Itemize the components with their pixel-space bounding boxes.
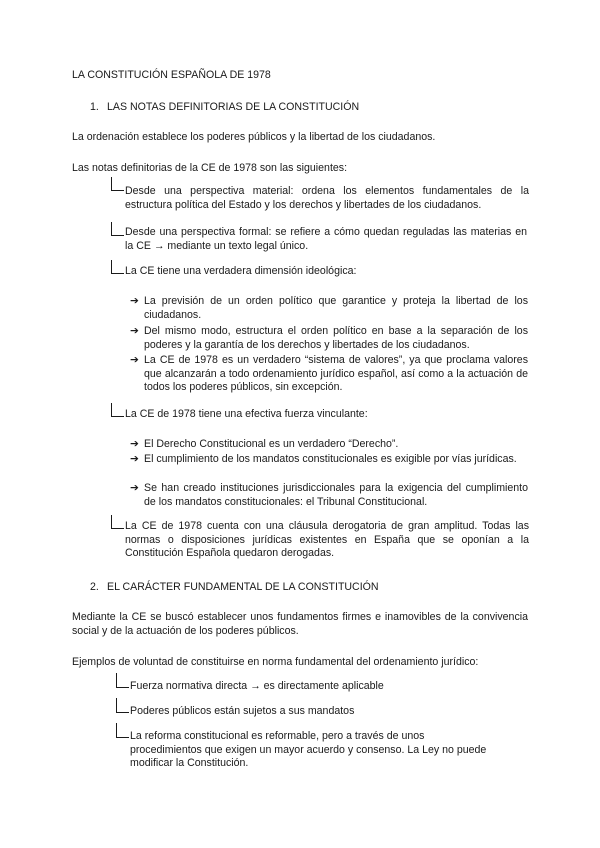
example-bracket — [116, 673, 129, 688]
example-bracket — [116, 698, 129, 713]
section-1-lead: Las notas definitorias de la CE de 1978 son las siguientes: — [72, 162, 348, 174]
note-binding-force: La CE de 1978 tiene una efectiva fuerza vinculante: — [125, 408, 368, 420]
binding-point: ➔ El Derecho Constitucional es un verdadero “Derecho”. — [130, 438, 399, 450]
example-reform: La reforma constitucional es reformable, pero a través de unos procedimientos que exigen un mayor acuerdo y consenso. La Ley no puede modificar la Constitución. — [130, 730, 487, 770]
section-1-number: 1. — [90, 101, 99, 113]
ideological-point: ➔ La previsión de un orden político que garantice y proteja la libertad de los ciudadanos. — [130, 295, 528, 321]
example-bracket — [116, 723, 129, 738]
note-bracket — [111, 260, 124, 274]
note-bracket — [111, 403, 124, 417]
arrow-icon: ➔ — [130, 354, 139, 366]
note-material: Desde una perspectiva material: ordena los elementos fundamentales de la estructura política del Estado y los derechos y libertades de los ciudadanos. — [125, 185, 529, 211]
arrow-icon: ➔ — [130, 325, 139, 337]
section-2-number: 2. — [90, 581, 99, 593]
binding-point: ➔ Se han creado instituciones jurisdiccionales para la exigencia del cumplimiento de los mandatos constitucionales: el Tribunal Constitucional. — [130, 482, 528, 508]
arrow-icon: ➔ — [130, 438, 139, 450]
section-1-intro: La ordenación establece los poderes públicos y la libertad de los ciudadanos. — [72, 131, 436, 143]
ideological-point: ➔ La CE de 1978 es un verdadero “sistema de valores”, ya que proclama valores que alcanzarán a todo ordenamiento jurídico español, así como a la actuación de todos los poderes públicos, sin excepción. — [130, 354, 528, 394]
example-direct-force: Fuerza normativa directa → es directamente aplicable — [130, 680, 384, 692]
section-1-heading: LAS NOTAS DEFINITORIAS DE LA CONSTITUCIÓN — [107, 101, 360, 113]
note-ideological: La CE tiene una verdadera dimensión ideológica: — [125, 265, 357, 277]
note-bracket — [111, 177, 124, 191]
example-public-powers: Poderes públicos están sujetos a sus mandatos — [130, 705, 355, 717]
note-derogatory-clause: La CE de 1978 cuenta con una cláusula derogatoria de gran amplitud. Todas las normas o disposiciones jurídicas existentes en España que se oponían a la Constitución Española quedaron derogadas. — [125, 520, 529, 560]
section-2-lead: Ejemplos de voluntad de constituirse en norma fundamental del ordenamiento jurídico: — [72, 656, 479, 668]
binding-point: ➔ El cumplimiento de los mandatos constitucionales es exigible por vías jurídicas. — [130, 453, 517, 465]
section-2-intro: Mediante la CE se buscó establecer unos fundamentos firmes e inamovibles de la convivencia social y de la actuación de los poderes públicos. — [72, 611, 528, 637]
arrow-icon: ➔ — [130, 295, 139, 307]
section-2-heading: EL CARÁCTER FUNDAMENTAL DE LA CONSTITUCIÓN — [107, 581, 379, 593]
note-formal: Desde una perspectiva formal: se refiere a cómo quedan reguladas las materias en la CE → mediante un texto legal único. — [125, 226, 527, 252]
arrow-icon: ➔ — [130, 482, 139, 494]
note-bracket — [111, 222, 124, 236]
document-title: LA CONSTITUCIÓN ESPAÑOLA DE 1978 — [72, 69, 271, 81]
note-bracket — [111, 515, 124, 529]
ideological-point: ➔ Del mismo modo, estructura el orden político en base a la separación de los poderes y la garantía de los derechos y libertades de los ciudadanos. — [130, 325, 528, 351]
arrow-icon: ➔ — [130, 453, 139, 465]
